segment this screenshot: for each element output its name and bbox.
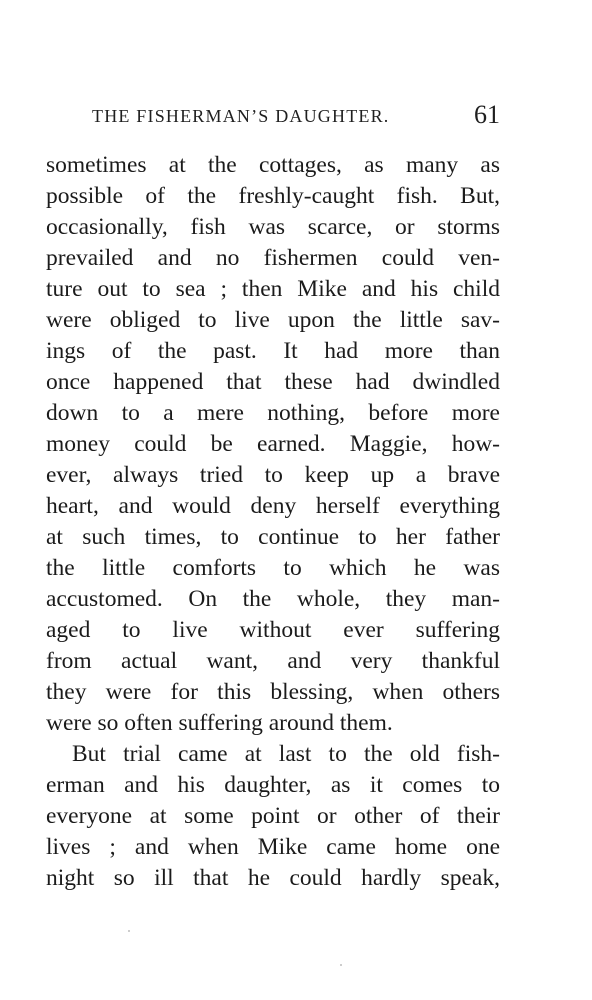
text-line: once happened that these had dwindled [46, 369, 500, 395]
text-line: occasionally, fish was scarce, or storms [46, 214, 500, 240]
text-line: accustomed. On the whole, they man- [46, 586, 500, 612]
text-line: night so ill that he could hardly speak, [46, 865, 500, 891]
text-line: heart, and would deny herself everything [46, 493, 500, 519]
text-line: everyone at some point or other of their [46, 803, 500, 829]
running-head [92, 100, 500, 134]
text-line: aged to live without ever suffering [46, 617, 500, 643]
text-line: ings of the past. It had more than [46, 338, 500, 364]
paragraph-start-line: But trial came at last to the old fish- [72, 741, 500, 767]
text-line: lives ; and when Mike came home one [46, 834, 500, 860]
text-line: down to a mere nothing, before more [46, 400, 500, 426]
body-text [46, 150, 500, 894]
text-line: possible of the freshly-caught fish. But, [46, 183, 500, 209]
text-line: money could be earned. Maggie, how- [46, 431, 500, 457]
text-line: erman and his daughter, as it comes to [46, 772, 500, 798]
text-line: ever, always tried to keep up a brave [46, 462, 500, 488]
page-number: 61 [474, 100, 500, 129]
paper-speck [128, 930, 130, 932]
text-line: were obliged to live upon the little sav- [46, 307, 500, 333]
text-line: from actual want, and very thankful [46, 648, 500, 674]
running-head-title: THE FISHERMAN’S DAUGHTER. [92, 106, 390, 126]
paper-speck [340, 964, 342, 966]
text-line: ture out to sea ; then Mike and his child [46, 276, 500, 302]
text-line: they were for this blessing, when others [46, 679, 500, 705]
text-line: prevailed and no fishermen could ven- [46, 245, 500, 271]
text-line: sometimes at the cottages, as many as [46, 152, 500, 178]
text-line: at such times, to continue to her father [46, 524, 500, 550]
paragraph-end-line: were so often suffering around them. [46, 710, 393, 736]
text-line: the little comforts to which he was [46, 555, 500, 581]
